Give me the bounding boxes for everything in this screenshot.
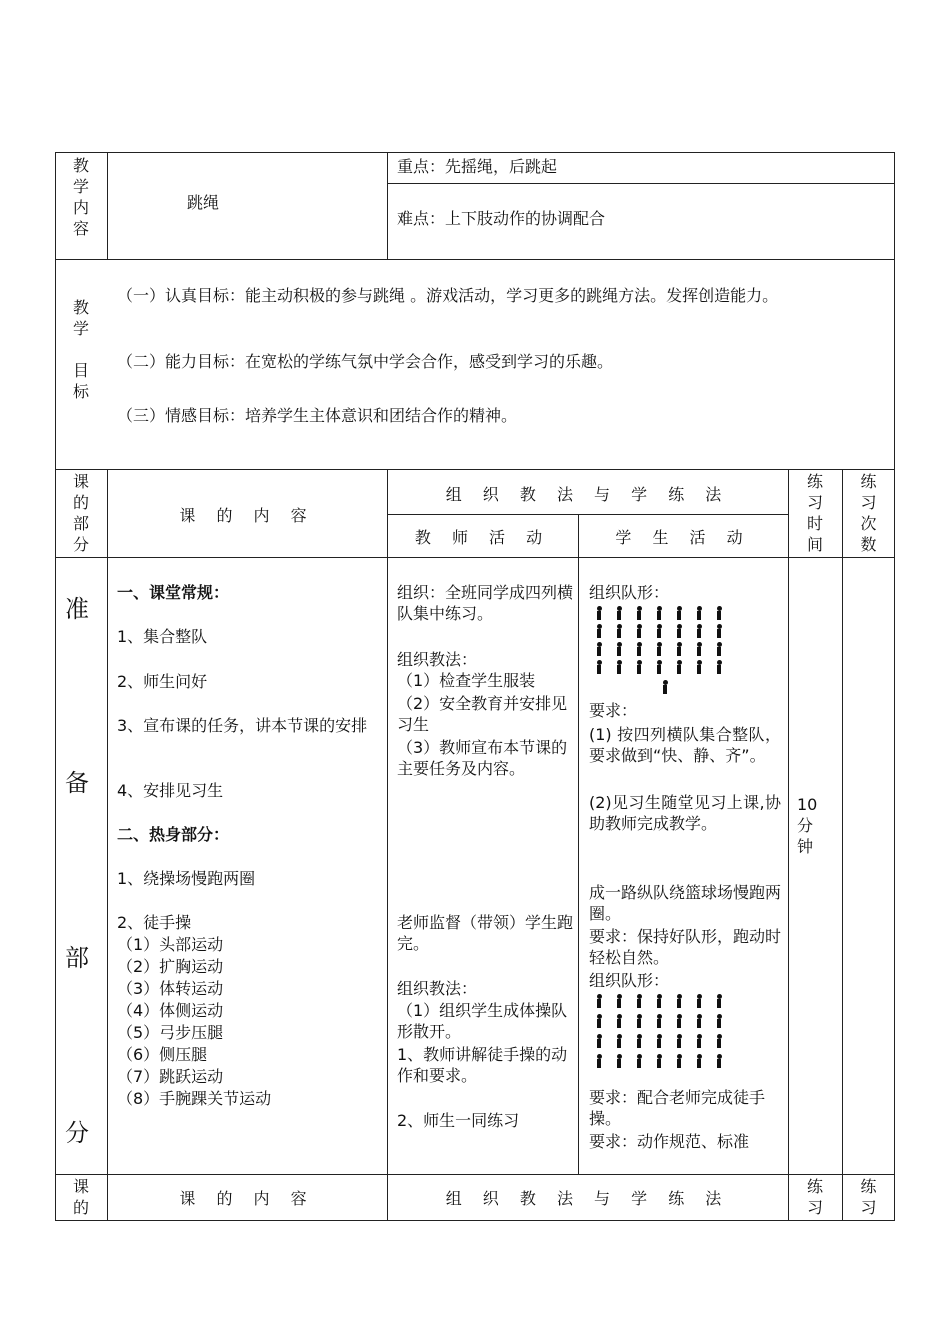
person-icon: [613, 606, 625, 620]
student-text: (1) 按四列横队集合整队，要求做到“快、静、齐”。: [589, 725, 781, 765]
person-icon: [713, 1054, 725, 1068]
teaching-content-label: 教 学 内 容: [72, 156, 89, 238]
teacher-text: 老师监督（带领）学生跑完。: [397, 913, 574, 953]
objective-ability: （二）能力目标：在宽松的学练气氛中学会合作，感受到学习的乐趣。: [117, 352, 614, 371]
person-icon: [633, 642, 645, 656]
student-text: (2)见习生随堂见习上课,协助教师完成教学。: [589, 793, 781, 833]
teacher-text: （2）安全教育并安排见习生: [397, 694, 568, 734]
part-char-2: 备: [65, 769, 89, 797]
person-icon: [693, 660, 705, 674]
exercise-item: （7）跳跃运动: [117, 1067, 224, 1086]
person-icon: [653, 660, 665, 674]
student-text: 要求：保持好队形，跑动时轻松自然。: [589, 927, 782, 967]
person-icon: [633, 1014, 645, 1028]
person-icon: [633, 606, 645, 620]
content-item: 1、集合整队: [117, 627, 208, 646]
exercise-item: （8）手腕踝关节运动: [117, 1089, 272, 1108]
footer-part-label: 课 的: [72, 1177, 89, 1217]
exercise-item: （4）体侧运动: [117, 1001, 224, 1020]
col-teacher-activity: 教 师 活 动: [414, 528, 551, 547]
person-icon: [693, 1034, 705, 1048]
person-icon: [693, 606, 705, 620]
person-icon: [653, 1034, 665, 1048]
teacher-text: （1）组织学生成体操队形散开。: [397, 1001, 568, 1041]
content-item: 2、徒手操: [117, 913, 192, 932]
footer-methods-label: 组 织 教 法 与 学 练 法: [445, 1189, 730, 1208]
exercise-item: （2）扩胸运动: [117, 957, 224, 976]
person-icon: [613, 1014, 625, 1028]
formation-diagram-1: [593, 605, 753, 695]
person-icon: [653, 1014, 665, 1028]
person-icon: [673, 624, 685, 638]
person-icon: [693, 642, 705, 656]
person-icon: [673, 642, 685, 656]
teacher-text: 1、教师讲解徒手操的动作和要求。: [397, 1045, 568, 1085]
person-icon: [693, 1014, 705, 1028]
person-icon: [693, 1054, 705, 1068]
footer-content-label: 课 的 内 容: [179, 1189, 315, 1208]
person-icon: [693, 624, 705, 638]
person-icon: [633, 1054, 645, 1068]
person-icon: [653, 1054, 665, 1068]
person-icon: [653, 624, 665, 638]
student-text: 组织队形：: [589, 583, 670, 602]
footer-count-label: 练 习: [860, 1177, 877, 1217]
person-icon: [593, 642, 605, 656]
person-icon: [673, 1034, 685, 1048]
footer-time-label: 练 习: [806, 1177, 823, 1217]
teaching-objectives-label: 教 学 目 标: [72, 298, 89, 401]
person-icon: [713, 1014, 725, 1028]
person-icon: [613, 624, 625, 638]
person-icon: [673, 660, 685, 674]
person-icon: [593, 1054, 605, 1068]
content-item: 3、宣布课的任务，讲本节课的安排: [117, 716, 368, 735]
teacher-icon: [659, 680, 671, 694]
person-icon: [653, 642, 665, 656]
person-icon: [593, 606, 605, 620]
person-icon: [613, 1034, 625, 1048]
exercise-item: （5）弓步压腿: [117, 1023, 224, 1042]
routine-heading: 一、课堂常规：: [117, 583, 230, 602]
person-icon: [673, 1014, 685, 1028]
person-icon: [633, 1034, 645, 1048]
content-item: 2、师生问好: [117, 672, 208, 691]
part-char-1: 准: [65, 595, 89, 623]
exercise-item: （1）头部运动: [117, 935, 224, 954]
person-icon: [613, 1054, 625, 1068]
person-icon: [633, 624, 645, 638]
teacher-text: 组织教法：: [397, 979, 478, 998]
col-lesson-part: 课 的 部 分: [72, 472, 89, 554]
teacher-text: 组织教法：: [397, 650, 478, 669]
part-char-4: 分: [65, 1119, 89, 1147]
person-icon: [633, 660, 645, 674]
person-icon: [613, 994, 625, 1008]
student-text: 要求：动作规范、标准: [589, 1132, 750, 1151]
teacher-text: （3）教师宣布本节课的主要任务及内容。: [397, 738, 568, 778]
person-icon: [693, 994, 705, 1008]
col-student-activity: 学 生 活 动: [615, 528, 751, 547]
person-icon: [593, 624, 605, 638]
teacher-text: 组织：全班同学成四列横队集中练习。: [397, 583, 574, 623]
person-icon: [593, 1034, 605, 1048]
person-icon: [713, 1034, 725, 1048]
exercise-item: （6）侧压腿: [117, 1045, 208, 1064]
person-icon: [613, 642, 625, 656]
warmup-heading: 二、热身部分：: [117, 825, 230, 844]
person-icon: [673, 994, 685, 1008]
student-text: 要求：配合老师完成徒手操。: [589, 1088, 766, 1128]
person-icon: [713, 624, 725, 638]
objective-cognitive: （一）认真目标：能主动积极的参与跳绳 。游戏活动，学习更多的跳绳方法。发挥创造能力。: [117, 286, 779, 305]
person-icon: [713, 642, 725, 656]
col-methods: 组 织 教 法 与 学 练 法: [445, 485, 730, 504]
person-icon: [593, 994, 605, 1008]
col-practice-count: 练 习 次 数: [860, 472, 877, 554]
person-icon: [673, 606, 685, 620]
content-item: 1、绕操场慢跑两圈: [117, 869, 256, 888]
objective-emotion: （三）情感目标：培养学生主体意识和团结合作的精神。: [117, 406, 518, 425]
exercise-item: （3）体转运动: [117, 979, 224, 998]
person-icon: [653, 994, 665, 1008]
person-icon: [713, 606, 725, 620]
content-item: 4、安排见习生: [117, 781, 224, 800]
student-text: 组织队形：: [589, 971, 670, 990]
part-char-3: 部: [65, 944, 89, 972]
key-point: 重点：先摇绳，后跳起: [397, 157, 558, 176]
person-icon: [713, 660, 725, 674]
student-text: 成一路纵队绕篮球场慢跑两圈。: [589, 883, 782, 923]
person-icon: [653, 606, 665, 620]
difficulty: 难点：上下肢动作的协调配合: [397, 209, 606, 228]
col-lesson-content: 课 的 内 容: [179, 506, 315, 525]
col-practice-time: 练 习 时 间: [806, 472, 823, 554]
person-icon: [593, 1014, 605, 1028]
person-icon: [633, 994, 645, 1008]
person-icon: [673, 1054, 685, 1068]
teaching-content-value: 跳绳: [187, 193, 220, 212]
teacher-text: （1）检查学生服装: [397, 671, 536, 690]
practice-time-value: 10 分 钟: [797, 795, 818, 856]
student-text: 要求：: [589, 701, 638, 720]
person-icon: [613, 660, 625, 674]
person-icon: [713, 994, 725, 1008]
teacher-text: 2、师生一同练习: [397, 1111, 520, 1130]
formation-diagram-2: [593, 993, 753, 1073]
person-icon: [593, 660, 605, 674]
